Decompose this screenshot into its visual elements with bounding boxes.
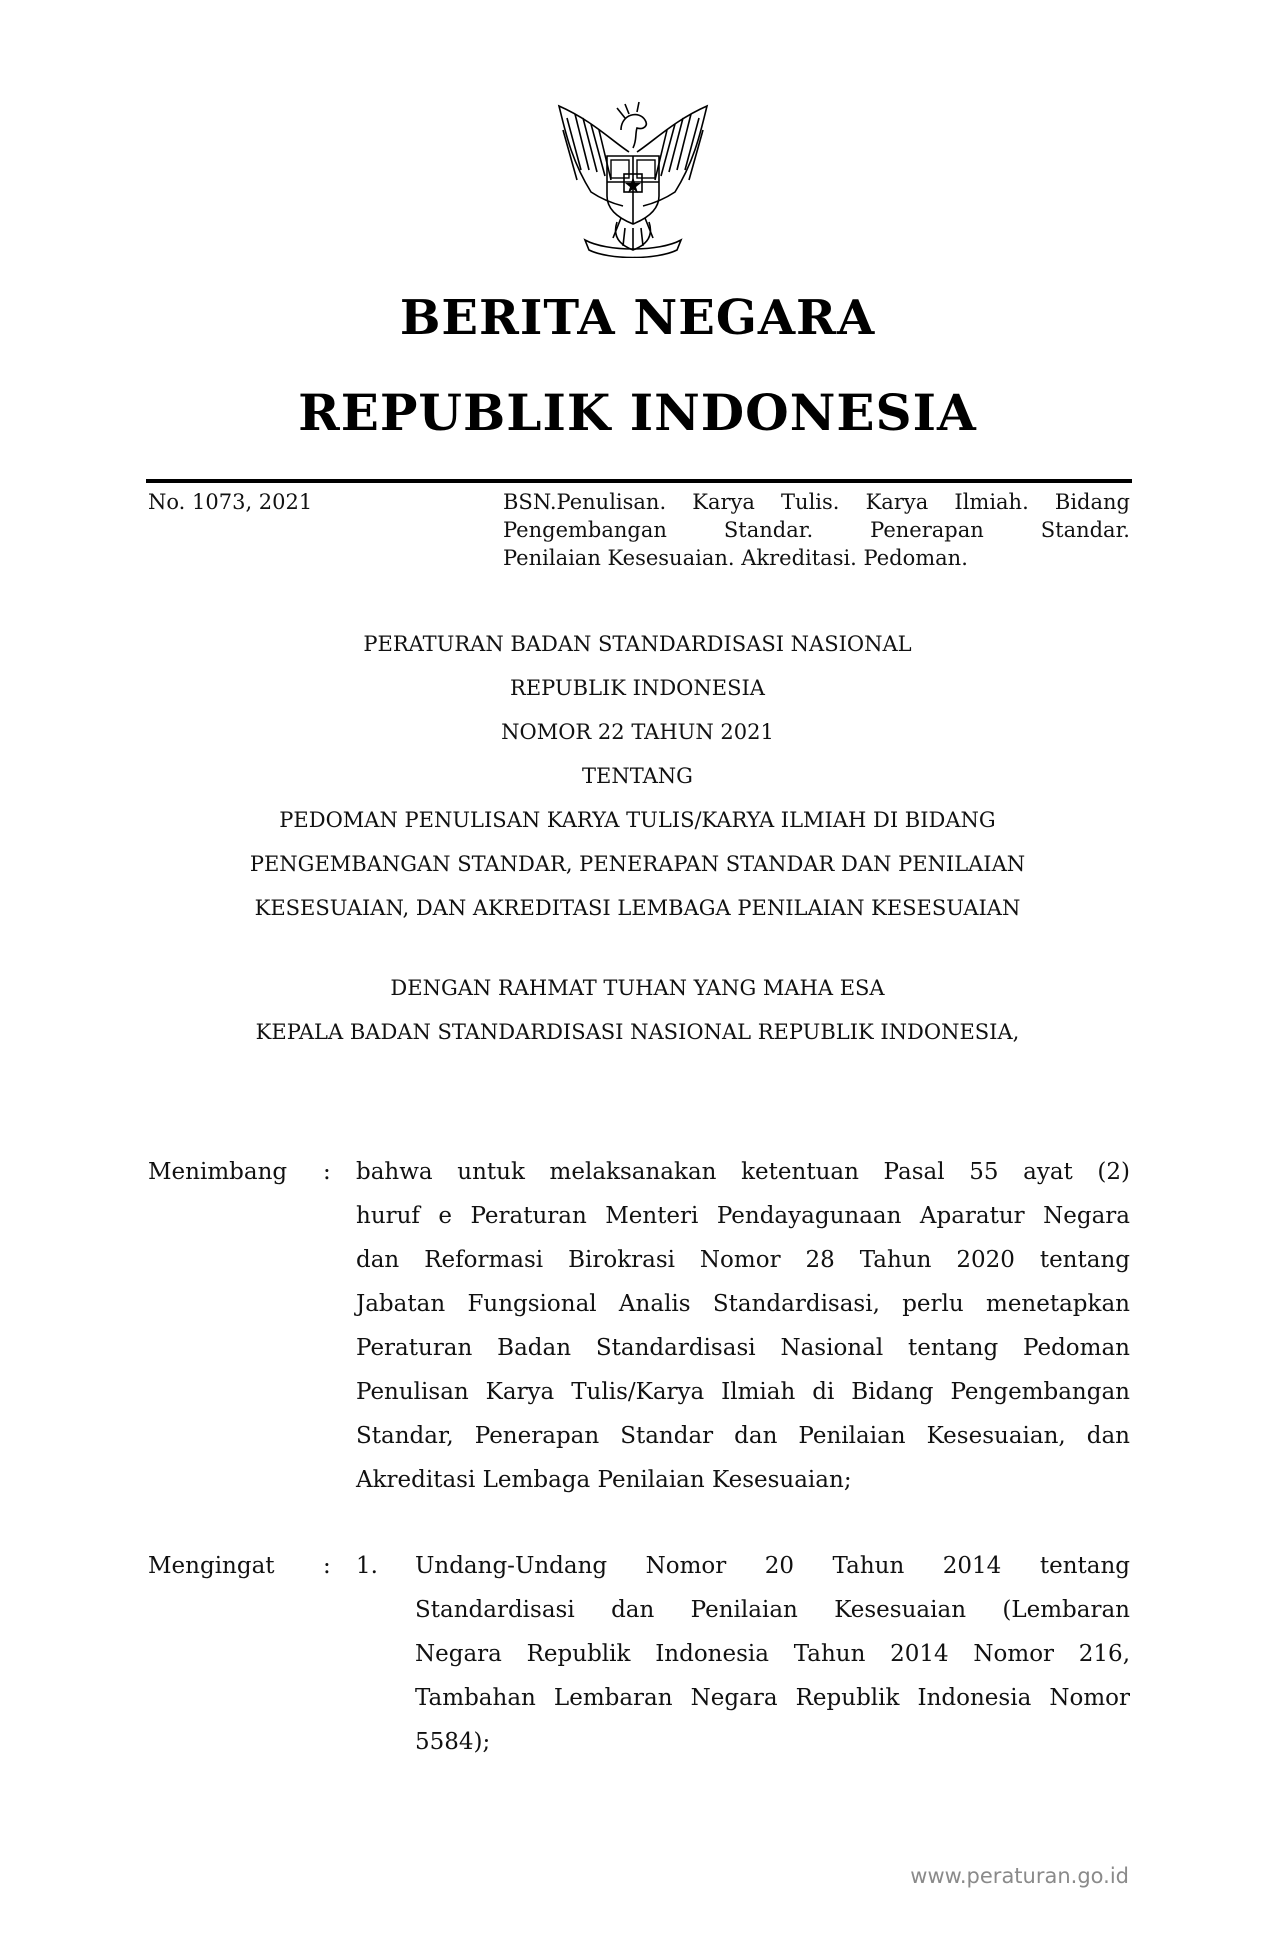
- text-line: Undang-Undang Nomor 20 Tahun 2014 tentang: [415, 1553, 1130, 1579]
- footer-url: www.peraturan.go.id: [910, 1864, 1129, 1888]
- text-line: Penulisan Karya Tulis/Karya Ilmiah di Bidang Pengembangan: [356, 1379, 1130, 1405]
- menimbang-label: Menimbang: [148, 1159, 288, 1185]
- preamble: [0, 966, 1275, 1054]
- regulation-line: PENGEMBANGAN STANDAR, PENERAPAN STANDAR DAN PENILAIAN: [249, 852, 1026, 876]
- mengingat-item-text: [415, 1544, 1130, 1764]
- regulation-line: REPUBLIK INDONESIA: [510, 676, 765, 700]
- regulation-line: PEDOMAN PENULISAN KARYA TULIS/KARYA ILMIAH DI BIDANG: [279, 808, 996, 832]
- subject-line: Penilaian Kesesuaian. Akreditasi. Pedoman.: [503, 546, 968, 570]
- gazette-number: No. 1073, 2021: [148, 490, 313, 514]
- mengingat-colon: :: [323, 1553, 331, 1579]
- gazette-subtitle: REPUBLIK INDONESIA: [298, 383, 977, 442]
- menimbang-colon: :: [323, 1159, 331, 1185]
- menimbang-text: [356, 1150, 1130, 1502]
- regulation-line: NOMOR 22 TAHUN 2021: [501, 720, 774, 744]
- header-divider: [146, 479, 1132, 483]
- regulation-line: PERATURAN BADAN STANDARDISASI NASIONAL: [363, 632, 912, 656]
- regulation-line: TENTANG: [582, 764, 693, 788]
- garuda-pancasila-emblem-icon: [551, 100, 715, 258]
- preamble-line: KEPALA BADAN STANDARDISASI NASIONAL REPUBLIK INDONESIA,: [255, 1020, 1020, 1044]
- text-line: huruf e Peraturan Menteri Pendayagunaan Aparatur Negara: [356, 1203, 1130, 1229]
- text-line: Negara Republik Indonesia Tahun 2014 Nomor 216,: [415, 1641, 1130, 1667]
- text-line: Standar, Penerapan Standar dan Penilaian Kesesuaian, dan: [356, 1423, 1130, 1449]
- text-line: Jabatan Fungsional Analis Standardisasi, perlu menetapkan: [356, 1291, 1130, 1317]
- text-line: Standardisasi dan Penilaian Kesesuaian (Lembaran: [415, 1597, 1130, 1623]
- text-line: Tambahan Lembaran Negara Republik Indonesia Nomor: [415, 1685, 1130, 1711]
- text-line: Peraturan Badan Standardisasi Nasional tentang Pedoman: [356, 1335, 1130, 1361]
- regulation-heading: [0, 622, 1275, 930]
- text-line: 5584);: [415, 1729, 491, 1755]
- text-line: dan Reformasi Birokrasi Nomor 28 Tahun 2020 tentang: [356, 1247, 1130, 1273]
- gazette-subject: [503, 488, 1130, 572]
- gazette-title: BERITA NEGARA: [399, 290, 876, 346]
- regulation-line: KESESUAIAN, DAN AKREDITASI LEMBAGA PENILAIAN KESESUAIAN: [254, 896, 1021, 920]
- subject-line: Pengembangan Standar. Penerapan Standar.: [503, 518, 1130, 542]
- subject-line: BSN.Penulisan. Karya Tulis. Karya Ilmiah. Bidang: [503, 490, 1130, 514]
- text-line: bahwa untuk melaksanakan ketentuan Pasal 55 ayat (2): [356, 1159, 1130, 1185]
- preamble-line: DENGAN RAHMAT TUHAN YANG MAHA ESA: [390, 976, 885, 1000]
- text-line: Akreditasi Lembaga Penilaian Kesesuaian;: [356, 1467, 852, 1493]
- mengingat-label: Mengingat: [148, 1553, 275, 1579]
- mengingat-item-number: 1.: [356, 1553, 378, 1579]
